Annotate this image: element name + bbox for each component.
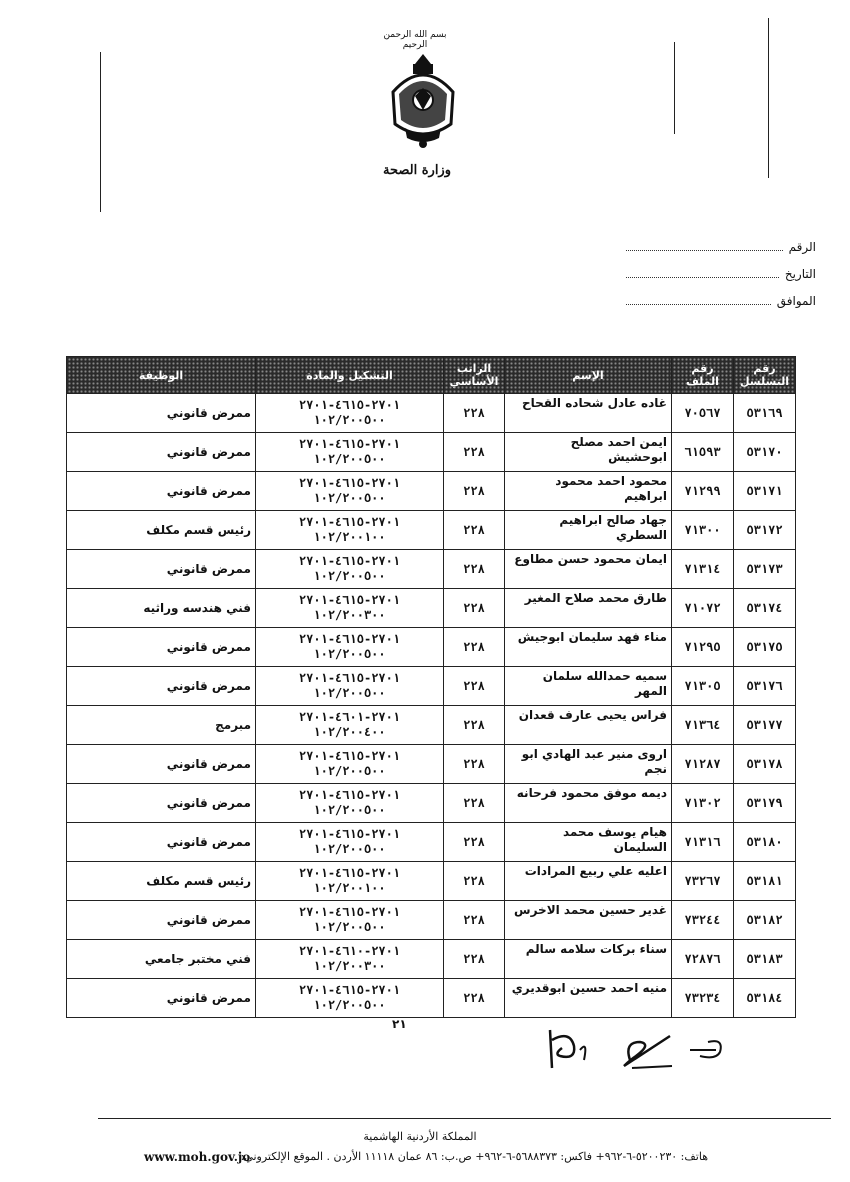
cell-file: ٧٣٢٣٤ (672, 979, 734, 1018)
cell-job: فني هندسه وراثيه (67, 589, 256, 628)
cell-job: رئيس قسم مكلف (67, 511, 256, 550)
cell-name: اعليه علي ربيع المرادات (505, 862, 672, 901)
cell-serial: ٥٣١٧٣ (734, 550, 796, 589)
cell-name: ديمه موفق محمود فرحانه (505, 784, 672, 823)
cell-file: ٧١٠٧٢ (672, 589, 734, 628)
cell-job: رئيس قسم مكلف (67, 862, 256, 901)
cell-file: ٧١٣١٦ (672, 823, 734, 862)
cell-classification: ٢٧٠١-٤٦١٥-٢٧٠١ ١٠٢/٢٠٠٥٠٠ (256, 901, 444, 940)
footer-contact: هاتف: ٥٢٠٠٢٣٠-٦-٩٦٢+ فاكس: ٥٦٨٨٣٧٣-٦-٩٦٢+ ص.ب: ٨٦ عمان ١١١١٨ الأردن . الموقع الإلكتروني: (240, 1150, 708, 1163)
cell-classification: ٢٧٠١-٤٦١٥-٢٧٠١ ١٠٢/٢٠٠٥٠٠ (256, 745, 444, 784)
footer-website-link[interactable]: www.moh.gov.jo (144, 1150, 251, 1164)
cell-serial: ٥٣١٧٠ (734, 433, 796, 472)
cell-name: سناء بركات سلامه سالم (505, 940, 672, 979)
cell-serial: ٥٣١٨٣ (734, 940, 796, 979)
cell-job: مبرمج (67, 706, 256, 745)
cell-file: ٧٣٢٤٤ (672, 901, 734, 940)
reference-number-label: الرقم (788, 240, 816, 254)
cell-salary: ٢٢٨ (444, 667, 505, 706)
table-row (67, 511, 796, 550)
cell-job: ممرض قانوني (67, 823, 256, 862)
cell-file: ٧٢٨٧٦ (672, 940, 734, 979)
cell-name: ايمان محمود حسن مطاوع (505, 550, 672, 589)
table-row (67, 550, 796, 589)
column-header-salary: الراتب الأساسي (444, 357, 505, 394)
cell-name: هيام يوسف محمد السليمان (505, 823, 672, 862)
cell-salary: ٢٢٨ (444, 979, 505, 1018)
column-header-classification: التشكيل والمادة (256, 357, 444, 394)
cell-job: ممرض قانوني (67, 628, 256, 667)
cell-salary: ٢٢٨ (444, 862, 505, 901)
reference-number-line (626, 240, 816, 267)
cell-name: مناء فهد سليمان ابوجيش (505, 628, 672, 667)
reference-corresponding-line (626, 294, 816, 321)
margin-line-top-left (100, 52, 101, 212)
cell-salary: ٢٢٨ (444, 394, 505, 433)
reference-corresponding-dots (626, 304, 771, 305)
table-header-row (67, 357, 796, 394)
cell-name: سميه حمدالله سلمان المهر (505, 667, 672, 706)
cell-classification: ٢٧٠١-٤٦١٠-٢٧٠١ ١٠٢/٢٠٠٣٠٠ (256, 940, 444, 979)
cell-job: ممرض قانوني (67, 667, 256, 706)
table-row (67, 472, 796, 511)
cell-file: ٧١٣٠٠ (672, 511, 734, 550)
page-number: ٢١ (392, 1017, 407, 1031)
jordan-coat-of-arms-icon (385, 52, 461, 150)
cell-classification: ٢٧٠١-٤٦١٥-٢٧٠١ ١٠٢/٢٠٠٥٠٠ (256, 394, 444, 433)
column-header-serial: رقم التسلسل (734, 357, 796, 394)
cell-serial: ٥٣١٧٨ (734, 745, 796, 784)
footer-kingdom: المملكة الأردنية الهاشمية (363, 1130, 477, 1143)
cell-serial: ٥٣١٦٩ (734, 394, 796, 433)
table-row (67, 667, 796, 706)
cell-salary: ٢٢٨ (444, 940, 505, 979)
cell-classification: ٢٧٠١-٤٦١٥-٢٧٠١ ١٠٢/٢٠٠٥٠٠ (256, 472, 444, 511)
cell-file: ٧١٣٦٤ (672, 706, 734, 745)
cell-salary: ٢٢٨ (444, 589, 505, 628)
cell-serial: ٥٣١٧٦ (734, 667, 796, 706)
cell-serial: ٥٣١٨١ (734, 862, 796, 901)
cell-serial: ٥٣١٨٤ (734, 979, 796, 1018)
cell-classification: ٢٧٠١-٤٦١٥-٢٧٠١ ١٠٢/٢٠٠١٠٠ (256, 511, 444, 550)
cell-classification: ٢٧٠١-٤٦١٥-٢٧٠١ ١٠٢/٢٠٠٥٠٠ (256, 667, 444, 706)
cell-salary: ٢٢٨ (444, 823, 505, 862)
cell-file: ٧٣٢٦٧ (672, 862, 734, 901)
table-row (67, 628, 796, 667)
table-row (67, 784, 796, 823)
cell-classification: ٢٧٠١-٤٦٠١-٢٧٠١ ١٠٢/٢٠٠٤٠٠ (256, 706, 444, 745)
cell-serial: ٥٣١٨٢ (734, 901, 796, 940)
cell-salary: ٢٢٨ (444, 433, 505, 472)
cell-name: منيه احمد حسين ابوقديري (505, 979, 672, 1018)
cell-serial: ٥٣١٨٠ (734, 823, 796, 862)
ministry-name: وزارة الصحة (383, 163, 451, 178)
cell-file: ٧٠٥٦٧ (672, 394, 734, 433)
table-row (67, 823, 796, 862)
reference-corresponding-label: الموافق (776, 294, 816, 308)
cell-name: فراس يحيى عارف قعدان (505, 706, 672, 745)
handwritten-signatures (540, 1020, 740, 1075)
reference-date-label: التاريخ (784, 267, 816, 281)
cell-name: اروى منير عبد الهادي ابو نجم (505, 745, 672, 784)
cell-job: ممرض قانوني (67, 784, 256, 823)
cell-name: جهاد صالح ابراهيم السطري (505, 511, 672, 550)
cell-file: ٧١٢٨٧ (672, 745, 734, 784)
table-body (67, 394, 796, 1018)
cell-job: ممرض قانوني (67, 472, 256, 511)
column-header-name: الإسم (505, 357, 672, 394)
reference-number-dots (626, 250, 783, 251)
cell-job: ممرض قانوني (67, 394, 256, 433)
cell-classification: ٢٧٠١-٤٦١٥-٢٧٠١ ١٠٢/٢٠٠٥٠٠ (256, 433, 444, 472)
cell-salary: ٢٢٨ (444, 784, 505, 823)
reference-date-line (626, 267, 816, 294)
cell-serial: ٥٣١٧٤ (734, 589, 796, 628)
cell-file: ٦١٥٩٣ (672, 433, 734, 472)
cell-name: غاده عادل شحاده القحاح (505, 394, 672, 433)
cell-serial: ٥٣١٧٥ (734, 628, 796, 667)
table-row (67, 433, 796, 472)
margin-line-right (768, 18, 769, 178)
cell-job: فني مختبر جامعي (67, 940, 256, 979)
table-row (67, 394, 796, 433)
table-row (67, 979, 796, 1018)
cell-classification: ٢٧٠١-٤٦١٥-٢٧٠١ ١٠٢/٢٠٠٥٠٠ (256, 628, 444, 667)
table-row (67, 745, 796, 784)
cell-salary: ٢٢٨ (444, 745, 505, 784)
column-header-job: الوظيفة (67, 357, 256, 394)
cell-classification: ٢٧٠١-٤٦١٥-٢٧٠١ ١٠٢/٢٠٠٥٠٠ (256, 550, 444, 589)
cell-salary: ٢٢٨ (444, 628, 505, 667)
table-row (67, 589, 796, 628)
cell-file: ٧١٣٠٥ (672, 667, 734, 706)
cell-serial: ٥٣١٧٩ (734, 784, 796, 823)
column-header-file: رقم الملف (672, 357, 734, 394)
cell-salary: ٢٢٨ (444, 550, 505, 589)
reference-block (626, 240, 816, 321)
cell-file: ٧١٢٩٥ (672, 628, 734, 667)
cell-file: ٧١٣٠٢ (672, 784, 734, 823)
cell-salary: ٢٢٨ (444, 472, 505, 511)
margin-line-top-right (674, 42, 675, 134)
cell-name: ايمن احمد مصلح ابوحشيش (505, 433, 672, 472)
cell-salary: ٢٢٨ (444, 511, 505, 550)
cell-job: ممرض قانوني (67, 901, 256, 940)
table-row (67, 706, 796, 745)
cell-job: ممرض قانوني (67, 745, 256, 784)
table-row (67, 862, 796, 901)
cell-file: ٧١٣١٤ (672, 550, 734, 589)
staff-table (66, 356, 796, 1018)
cell-job: ممرض قانوني (67, 550, 256, 589)
cell-job: ممرض قانوني (67, 433, 256, 472)
footer-divider (98, 1118, 831, 1119)
cell-file: ٧١٢٩٩ (672, 472, 734, 511)
cell-classification: ٢٧٠١-٤٦١٥-٢٧٠١ ١٠٢/٢٠٠٣٠٠ (256, 589, 444, 628)
cell-classification: ٢٧٠١-٤٦١٥-٢٧٠١ ١٠٢/٢٠٠٥٠٠ (256, 979, 444, 1018)
basmala-calligraphy: بسم الله الرحمن الرحيم (383, 30, 447, 50)
cell-serial: ٥٣١٧٢ (734, 511, 796, 550)
cell-classification: ٢٧٠١-٤٦١٥-٢٧٠١ ١٠٢/٢٠٠١٠٠ (256, 862, 444, 901)
cell-name: غدير حسين محمد الاخرس (505, 901, 672, 940)
cell-job: ممرض قانوني (67, 979, 256, 1018)
cell-classification: ٢٧٠١-٤٦١٥-٢٧٠١ ١٠٢/٢٠٠٥٠٠ (256, 784, 444, 823)
cell-name: طارق محمد صلاح المغير (505, 589, 672, 628)
cell-salary: ٢٢٨ (444, 706, 505, 745)
table-row (67, 940, 796, 979)
cell-salary: ٢٢٨ (444, 901, 505, 940)
cell-classification: ٢٧٠١-٤٦١٥-٢٧٠١ ١٠٢/٢٠٠٥٠٠ (256, 823, 444, 862)
table-row (67, 901, 796, 940)
reference-date-dots (626, 277, 779, 278)
cell-serial: ٥٣١٧٧ (734, 706, 796, 745)
cell-serial: ٥٣١٧١ (734, 472, 796, 511)
cell-name: محمود احمد محمود ابراهيم (505, 472, 672, 511)
